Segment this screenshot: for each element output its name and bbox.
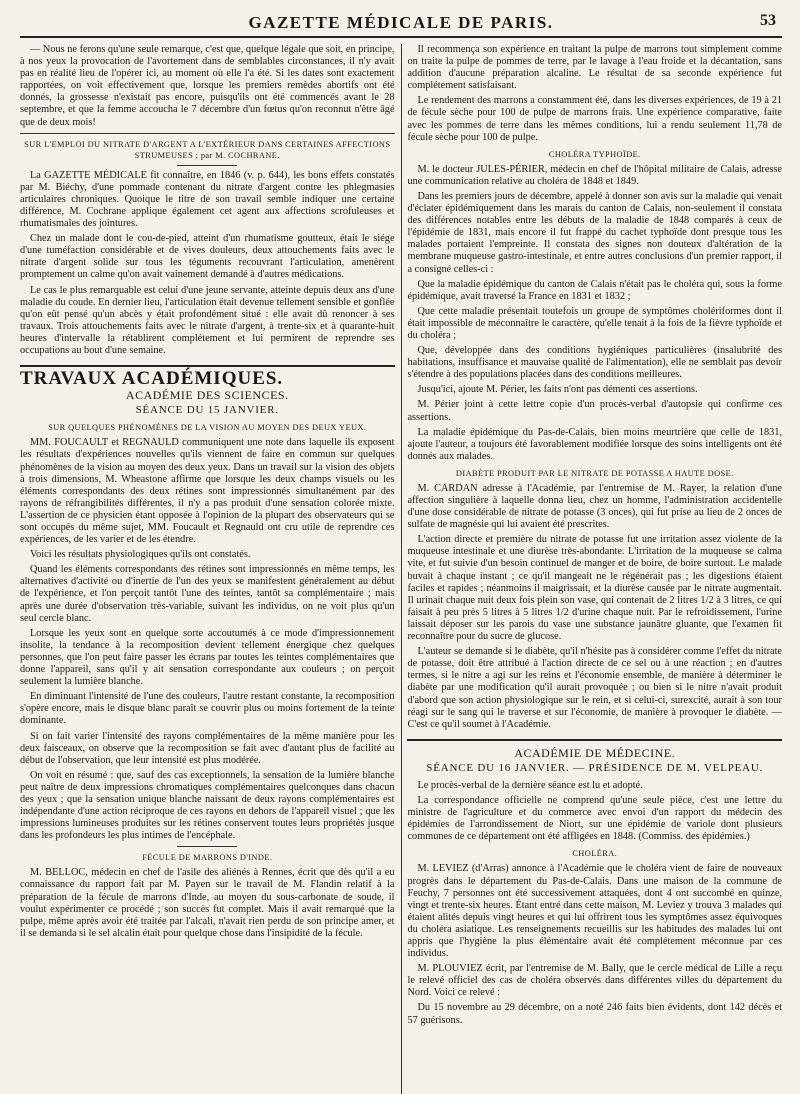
paragraph: Le cas le plus remarquable est celui d'une jeune servante, atteinte depuis deux ans d'une maladie du coude. En dernier lieu, l'articulation était devenue tellement sensible et gonflée qu'on eût pensé qu'un abcès y était profondément situé : elle avait dû renoncer à ses travaux. Trois attouchements faits avec le nitrate d'argent, à trente-six et à quarante-huit heures d'intervalle la rétablirent complétement et lui permirent de reprendre ses occupations au bout d'une semaine. xyxy=(20,284,395,356)
page-number: 53 xyxy=(760,12,776,29)
article-heading-vision: SUR QUELQUES PHÉNOMÈNES DE LA VISION AU MOYEN DES DEUX YEUX. xyxy=(48,423,367,433)
session-heading: SÉANCE DU 15 JANVIER. xyxy=(135,404,279,417)
heading-rule xyxy=(177,165,237,166)
paragraph: MM. FOUCAULT et REGNAULD communiquent une note dans laquelle ils exposent les résultats d'expériences nouvelles qu'ils viennent de faire en commun sur quelques phénomènes de la vision au moyen des deux yeux. Dans un travail sur la vision des objets à trois dimensions, M. Wheastone affirme que lorsque les deux champs visuels ou les éléments correspondants des deux rétines sont impressionnés simultanément par des rayons de réfrangibilités différentes, il n'y a pas produit d'une sensation colorée mixte. L'assertion de ce physicien étant opposée à l'opinion de la plupart des observateurs qui se sont occupés du même sujet, MM. Foucault et Regnauld ont cru utile de reprendre ces expériences, de les varier et de les étendre. xyxy=(20,437,395,546)
paragraph: Lorsque les yeux sont en quelque sorte accoutumés à ce mode d'impressionnement insolite, la tendance à la recomposition devient tellement énergique chez quelques personnes, que l'on peut faire passer les écrans par toutes les teintes complémentaires que donne l'appareil, sans qu'il y ait sensation correspondante aux couleurs ; on perçoit seulement la lumière blanche. xyxy=(20,627,395,688)
paragraph: Jusqu'ici, ajoute M. Périer, les faits n'ont pas démenti ces assertions. xyxy=(417,384,698,396)
page-header xyxy=(20,10,782,38)
paragraph: M. le docteur JULES-PÉRIER, médecin en chef de l'hôpital militaire de Calais, adresse une communication relative au choléra de 1848 et 1849. xyxy=(407,163,782,187)
paragraph: M. Périer joint à cette lettre copie d'un procès-verbal d'autopsie qui confirme ces assertions. xyxy=(407,399,782,423)
section-divider-thick xyxy=(20,365,395,367)
paragraph: Que cette maladie présentait toutefois un groupe de symptômes cholériformes dont il était impossible de méconnaître le caractère, qu'elle tenait à la fois de la fièvre typhoïde et du choléra ; xyxy=(407,305,782,341)
paragraph: Que la maladie épidémique du canton de Calais n'était pas le choléra qui, sous la forme épidémique, avait traversé la France en 1831 et 1832 ; xyxy=(407,278,782,302)
paragraph: M. BELLOC, médecin en chef de l'asile des aliénés à Rennes, écrit que dès qu'il a eu connaissance du rapport fait par M. Payen sur le travail de M. Flandin relatif à la préparation de la fécule de marrons d'Inde, au moyen du sous-carbonate de soude, il voulut expérimenter ce procédé ; son succès fut complet. Mais il avait remarqué que la pulpe, même après avoir été traitée par l'alcali, n'avait rien perdu de son principe amer, et il se demanda si le sel alcalin était pour quelque chose dans l'insipidité de la fécule. xyxy=(20,867,395,939)
paragraph: L'action directe et première du nitrate de potasse fut une irritation assez violente de la muqueuse intestinale et une diurèse très-abondante. L'irritation de la muqueuse se calma vite, et fut suivie d'un besoin continuel de manger et de boire, de boire surtout. Le malade buvait à chaque instant ; ce qu'il mangeait ne le régénérait pas ; les digestions étaient faciles et rapides ; néanmoins il maigrissait, et la diurèse causée par le nitrate augmentait. Il urinait chaque nuit deux fois plein son vase, qui contenait de 2 litres 1/2 à 3 litres, ce qui faisait à peu près 5 litres à 5 litres 1/2 d'urine chaque nuit. Par le refroidissement, l'urine laissait déposer sur les parois du vase une substance jaunâtre gluante, que l'examen fit reconnaître pour du sucre de glucose. xyxy=(407,534,782,643)
paragraph: On voit en résumé : que, sauf des cas exceptionnels, la sensation de la lumière blanche peut naître de deux impressions chromatiques complémentaires quelconques dans chacun des yeux ; que la sensation unique blanche naissant de deux rayons complémentaires est indépendante d'une action réciproque de ces rayons en dehors de l'appareil visuel ; que les impressions lumineuses produites sur les rétines conservent toutes leurs propriétés jusque dans les profondeurs les plus intimes de l'encéphale. xyxy=(20,769,395,842)
section-divider-thick xyxy=(407,739,782,741)
intro-paragraph: — Nous ne ferons qu'une seule remarque, c'est que, quelque légale que soit, en principe, à nos yeux la provocation de l'avortement dans de semblables circonstances, il n'y avait pas en réalité lieu de l'opérer ici, au moment où elle l'a été. Si les dates sont exactement rapportées, on voit effectivement que, lorsque les premiers remèdes abortifs ont été donnés, la grossesse n'existait pas encore, puisqu'ils ont été commencés avant le 28 septembre, et que la femme accoucha le 7 décembre d'un fœtus qu'on reconnut n'être âgé que de deux mois! xyxy=(20,44,395,128)
paragraph: Il recommença son expérience en traitant la pulpe de marrons tout simplement comme on traite la pulpe de pommes de terre, par le lavage à l'eau froide et la décantation, sans addition d'aucune préparation alcaline. Le résultat de sa seconde expérience fut complétement satisfaisant. xyxy=(407,44,782,92)
paragraph: La maladie épidémique du Pas-de-Calais, bien moins meurtrière que celle de 1831, ajoute l'auteur, a toujours été favorablement modifiée lorsque des soins intelligents ont été donnés aux malades. xyxy=(407,426,782,462)
heading-rule xyxy=(177,846,237,847)
academy-heading: ACADÉMIE DES SCIENCES. xyxy=(125,388,289,403)
paragraph: L'auteur se demande si le diabète, qu'il n'hésite pas à considérer comme l'effet du nitrate de potasse, doit être attribué à l'action directe de ce sel ou à une réaction ; en d'autres termes, si le nitre a agi sur les reins et l'économie ensemble, de manière à déterminer le diabète par une modification qu'il aurait provoquée ; ou bien si le nitre n'avait produit d'abord que son action physiologique sur le rein, et si celui-ci, surexcité, aurait à son tour réagi sur le sang qui le traverse et sur l'économie, de manière à provoquer le diabète. — C'est ce qu'il soumet à l'Académie. xyxy=(407,646,782,730)
paragraph: La GAZETTE MÉDICALE fit connaître, en 1846 (v. p. 644), les bons effets constatés par M. Biéchy, d'une pommade contenant du nitrate d'argent contre les phlegmasies articulaires chroniques. Quoique le titre de son travail semble indiquer une certaine différence, M. Cochrane applique également cet agent aux affections scrofuleuses et rhumatismales des jointures. xyxy=(20,169,395,230)
paragraph: Du 15 novembre au 29 décembre, on a noté 246 faits bien évidents, dont 142 décès et 57 guérisons. xyxy=(407,1002,782,1026)
paragraph: Voici les résultats physiologiques qu'ils ont constatés. xyxy=(30,549,251,561)
paragraph: Le rendement des marrons a constamment été, dans les diverses expériences, de 19 à 21 de fécule sèche pour 100 de pulpe de marrons frais. Une expérience comparative, faite avec les pommes de terre dans les mêmes conditions, lui a rendu seulement 11,78 de fécule sèche pour 100 de pulpe. xyxy=(407,95,782,143)
paragraph: Quand les éléments correspondants des rétines sont impressionnés en même temps, les alternatives d'activité ou d'inertie de l'un des yeux se manifestent généralement au début de l'expérience, et l'on perçoit tantôt l'une des teintes, tantôt sa complémentaire ; mais après une durée d'observation très-variable, suivant les individus, on ne voit plus qu'un seul cercle blanc. xyxy=(20,564,395,624)
paragraph: Chez un malade dont le cou-de-pied, atteint d'un rhumatisme goutteux, était le siége d'une tuméfaction considérable et de vives douleurs, deux attouchements faits avec le nitrate d'argent solide sur tous les téguments recouvrant l'articulation, amenèrent promptement un calme qu'on avait vainement demandé à d'autres médications. xyxy=(20,233,395,281)
article-heading-fecule: FÉCULE DE MARRONS D'INDE. xyxy=(142,853,273,863)
column-divider xyxy=(401,44,402,1094)
paragraph: Si on fait varier l'intensité des rayons complémentaires de la même manière pour les deux faisceaux, on observe que la recomposition se fait avec d'autant plus de facilité au début de l'observation, que leur intensité est plus modérée. xyxy=(20,730,395,766)
article-heading-diabete: DIABÈTE PRODUIT PAR LE NITRATE DE POTASSE A HAUTE DOSE. xyxy=(455,468,734,478)
paragraph: En diminuant l'intensité de l'une des couleurs, l'autre restant constante, la recomposition s'opère encore, mais le disque blanc paraît se couvrir plus ou moins fortement de la teinte dominante. xyxy=(20,691,395,727)
paragraph: La correspondance officielle ne comprend qu'une seule pièce, c'est une lettre du ministre de l'agriculture et du commerce avec envoi d'un rapport du médecin des épidémies de l'arrondissement de Niort, sur une épidémie de variole dont plusieurs communes de ce département ont été affligées en 1848. (Commiss. des épidémies.) xyxy=(407,795,782,843)
paragraph: M. PLOUVIEZ écrit, par l'entremise de M. Bally, que le cercle médical de Lille a reçu le relevé officiel des cas de choléra observés dans différentes villes du département du Nord. Voici ce relevé : xyxy=(407,963,782,999)
article-heading-cholera-typhoide: CHOLÉRA TYPHOÏDE. xyxy=(548,149,641,159)
section-divider xyxy=(20,133,395,134)
paragraph: M. CARDAN adresse à l'Académie, par l'entremise de M. Rayer, la relation d'une affection singulière à laquelle donna lieu, chez un homme, l'administration accidentelle d'une dose considérable de nitrate de potasse (3 onces), qui fut prise au lieu de 2 onces de sulfate de magnésie qui lui avaient été prescrites. xyxy=(407,482,782,531)
journal-title: GAZETTE MÉDICALE DE PARIS. xyxy=(248,13,554,32)
paragraph: Que, développée dans des conditions hygiéniques particulières (insalubrité des habitations, insuffisance et mauvaise qualité de l'alimentation), elle ne semblait pas devoir s'étendre à des populations placées dans des conditions meilleures. xyxy=(407,345,782,381)
academy-heading: ACADÉMIE DE MÉDECINE. xyxy=(514,745,676,760)
right-column xyxy=(407,44,782,1094)
article-heading-nitrate: SUR L'EMPLOI DU NITRATE D'ARGENT A L'EXTÉRIEUR DANS CERTAINES AFFECTIONS STRUMEUSES ; par M. COCHRANE. xyxy=(24,139,391,160)
left-column xyxy=(20,44,395,1094)
paragraph: M. LEVIEZ (d'Arras) annonce à l'Académie que le choléra vient de faire de nouveaux progrès dans le département du Pas-de-Calais. Dans une maison de la commune de Feuchy, 7 personnes ont été successivement attaquées, dont 4 ont succombé en quinze, vingt et trente-six heures. Étant entré dans cette maison, M. Leviez y trouva 3 malades qui étaient alités depuis vingt heures et qui lui offrirent tous les symptômes assez équivoques du choléra asiatique. Les renseignements recueillis sur les habitudes des malades lui ont appris que l'hygiène la plus élémentaire avait été complétement méconnue par ces individus. xyxy=(407,863,782,960)
session-heading: SÉANCE DU 16 JANVIER. — PRÉSIDENCE DE M. VELPEAU. xyxy=(426,761,764,774)
article-heading-cholera: CHOLÉRA. xyxy=(572,849,618,859)
paragraph: Dans les premiers jours de décembre, appelé à donner son avis sur la maladie qui venait d'éclater épidémiquement dans les marais du canton de Calais, non-seulement il constata des différences notables entre les débuts de la maladie de 1848 comparés à ceux de l'épidémie de 1831, mais encore il fut frappé du cachet typhoïde dont presque tous les malades portaient l'empreinte. Il constata des signes non douteux d'altération de la membrane muqueuse gastro-intestinale, et entre autres conclusions d'un premier rapport, il a consigné celles-ci : xyxy=(407,190,782,275)
paragraph: Le procès-verbal de la dernière séance est lu et adopté. xyxy=(417,779,643,791)
section-title: TRAVAUX ACADÉMIQUES. xyxy=(20,368,284,390)
two-column-body xyxy=(20,44,782,1094)
